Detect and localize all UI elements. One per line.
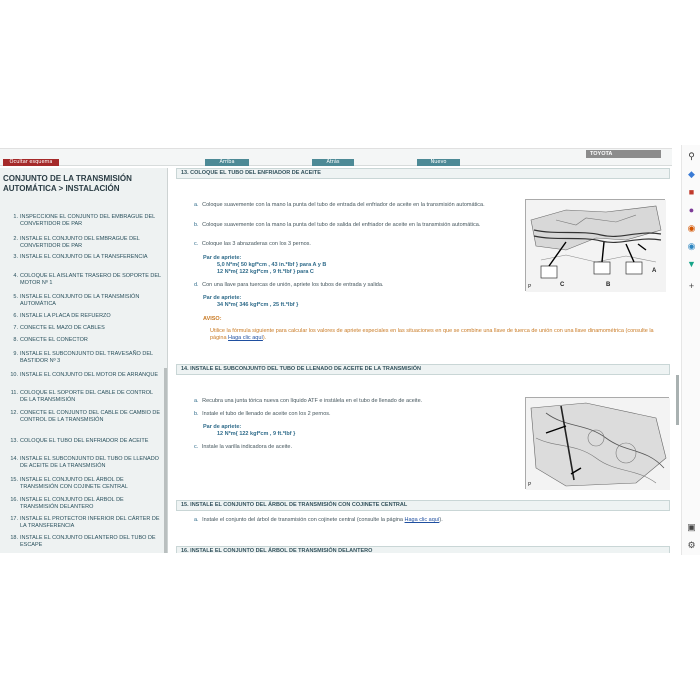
sidebar-item-number: 11. <box>10 390 18 396</box>
outline-sidebar <box>0 168 168 553</box>
sidebar-item[interactable] <box>13 337 162 344</box>
oil-fill-tube-diagram <box>525 397 669 489</box>
step-13a <box>194 202 514 209</box>
torque-heading-2: Par de apriete: <box>203 295 242 301</box>
sidebar-item-label: INSPECCIONE EL CONJUNTO DEL EMBRAGUE DEL CONVERTIDOR DE PAR <box>20 214 155 227</box>
step-text: Instale el tubo de llenado de aceite con los 2 pernos. <box>202 411 331 417</box>
step-13b <box>194 222 514 229</box>
step-14a <box>194 398 514 405</box>
sidebar-item-number: 1. <box>13 214 18 220</box>
torque-heading-14: Par de apriete: <box>203 424 242 430</box>
step-text: Coloque suavemente con la mano la punta del tubo de entrada del enfriador de aceite en la transmisión automática. <box>202 202 485 208</box>
sidebar-item[interactable] <box>10 438 162 445</box>
warning-link[interactable]: Haga clic aquí <box>228 335 263 341</box>
warning-heading: AVISO: <box>203 316 222 322</box>
tag-icon[interactable]: ◆ <box>688 169 695 179</box>
sidebar-item-number: 17. <box>10 516 18 522</box>
sidebar-item[interactable] <box>10 477 162 490</box>
sidebar-item-number: 9. <box>13 351 18 357</box>
torque-value-d: 34 N*m{ 346 kgf*cm , 25 ft.*lbf } <box>217 302 299 308</box>
step-label: b. <box>194 222 199 228</box>
search-icon[interactable]: ⚲ <box>688 151 695 161</box>
section-header-13: 13. COLOQUE EL TUBO DEL ENFRIADOR DE ACEITE <box>176 168 670 179</box>
label-p-14: P <box>528 482 532 488</box>
sidebar-title: CONJUNTO DE LA TRANSMISIÓN AUTOMÁTICA > INSTALACIÓN <box>3 174 132 193</box>
plus-icon[interactable]: + <box>688 281 695 291</box>
sidebar-item-number: 13. <box>10 438 18 444</box>
step-13d <box>194 282 524 289</box>
section-header-15: 15. INSTALE EL CONJUNTO DEL ÁRBOL DE TRANSMISIÓN CON COJINETE CENTRAL <box>176 500 670 511</box>
person-icon[interactable]: ● <box>688 205 695 215</box>
sidebar-item-number: 8. <box>13 337 18 343</box>
sidebar-item-label: INSTALE EL CONJUNTO DEL EMBRAGUE DEL CONVERTIDOR DE PAR <box>20 236 140 249</box>
toolbar <box>0 148 672 166</box>
sidebar-item-number: 2. <box>13 236 18 242</box>
label-a: A <box>652 268 657 274</box>
hide-outline-button[interactable]: Ocultar esquema <box>3 159 59 166</box>
office-icon[interactable]: ◉ <box>687 223 696 233</box>
up-button[interactable]: Arriba <box>205 159 249 166</box>
torque-value-14: 12 N*m{ 122 kgf*cm , 9 ft.*lbf } <box>217 431 296 437</box>
sidebar-item-number: 5. <box>13 294 18 300</box>
settings-icon[interactable]: ⚙ <box>687 540 696 550</box>
step-14c <box>194 444 514 451</box>
back-button[interactable]: Atrás <box>312 159 354 166</box>
torque-heading: Par de apriete: <box>203 255 242 261</box>
warning-end: ). <box>262 335 267 341</box>
torque-value-c: 12 N*m{ 122 kgf*cm , 9 ft.*lbf } para C <box>217 269 314 275</box>
sidebar-item[interactable] <box>13 214 162 227</box>
brand-label: TOYOTA <box>586 150 661 158</box>
sidebar-item[interactable] <box>13 273 162 286</box>
sidebar-item-label: INSTALE EL SUBCONJUNTO DEL TRAVESAÑO DEL BASTIDOR Nº 3 <box>20 351 153 364</box>
sidebar-item-label: COLOQUE EL TUBO DEL ENFRIADOR DE ACEITE <box>20 438 149 444</box>
sidebar-item-label: INSTALE EL CONJUNTO DELANTERO DEL TUBO DE ESCAPE <box>20 535 156 548</box>
warning-text <box>210 328 665 342</box>
label-p: P <box>528 284 532 290</box>
step-text: Recubra una junta tórica nueva con líquido ATF e instálela en el tubo de llenado de aceite. <box>202 398 423 404</box>
step-label: b. <box>194 411 199 417</box>
sidebar-item-number: 16. <box>10 497 18 503</box>
outlook-icon[interactable]: ◉ <box>687 241 696 251</box>
sidebar-item-label: CONECTE EL CONECTOR <box>20 337 88 343</box>
step-label: a. <box>194 517 199 523</box>
sidebar-item-label: INSTALE EL CONJUNTO DEL ÁRBOL DE TRANSMISIÓN CON COJINETE CENTRAL <box>20 477 128 490</box>
sidebar-item-label: INSTALE EL CONJUNTO DE LA TRANSMISIÓN AUTOMÁTICA <box>20 294 140 307</box>
sidebar-item[interactable] <box>10 535 162 548</box>
step-15a-link[interactable]: Haga clic aquí <box>404 517 440 523</box>
sidebar-item-number: 18. <box>10 535 18 541</box>
section-header-14: 14. INSTALE EL SUBCONJUNTO DEL TUBO DE LLENADO DE ACEITE DE LA TRANSMISIÓN <box>176 364 670 375</box>
oil-cooler-tube-diagram <box>525 199 665 291</box>
sidebar-item-label: INSTALE EL CONJUNTO DEL MOTOR DE ARRANQUE <box>20 372 159 378</box>
sidebar-icon[interactable]: ▣ <box>687 522 696 532</box>
step-14b <box>194 411 514 418</box>
sidebar-item-number: 3. <box>13 254 18 260</box>
sidebar-item-label: COLOQUE EL AISLANTE TRASERO DE SOPORTE DEL MOTOR Nº 1 <box>20 273 161 286</box>
label-c: C <box>560 282 565 288</box>
sidebar-item[interactable] <box>13 313 162 320</box>
step-text: Instale el conjunto del árbol de transmisión con cojinete central (consulte la página <box>202 517 405 523</box>
sidebar-scrollbar[interactable] <box>164 368 167 553</box>
torque-value-ab: 5,0 N*m{ 50 kgf*cm , 43 in.*lbf } para A y B <box>217 262 327 268</box>
sidebar-item[interactable] <box>13 351 162 364</box>
step-text: Coloque las 3 abrazaderas con los 3 pernos. <box>201 241 311 247</box>
sidebar-item[interactable] <box>13 294 162 307</box>
sidebar-item[interactable] <box>13 254 162 261</box>
sidebar-item[interactable] <box>10 497 162 510</box>
step-text-end: ). <box>439 517 443 523</box>
sidebar-item[interactable] <box>10 372 162 379</box>
sidebar-item-number: 6. <box>13 313 18 319</box>
sidebar-item[interactable] <box>13 236 162 249</box>
sidebar-item-label: INSTALE EL SUBCONJUNTO DEL TUBO DE LLENADO DE ACEITE DE LA TRANSMISIÓN <box>20 456 159 469</box>
sidebar-item-number: 10. <box>10 372 18 378</box>
sidebar-item-number: 15. <box>10 477 18 483</box>
warning-body: Utilice la fórmula siguiente para calcular los valores de apriete especiales en las situaciones en que se combine una llave de tuerca de unión con una llave dinamométrica (consulte la página <box>210 328 654 341</box>
sidebar-item-label: CONECTE EL MAZO DE CABLES <box>20 325 105 331</box>
sidebar-item-label: COLOQUE EL SOPORTE DEL CABLE DE CONTROL DE LA TRANSMISIÓN <box>20 390 153 403</box>
briefcase-icon[interactable]: ■ <box>688 187 695 197</box>
sidebar-item[interactable] <box>13 325 162 332</box>
step-15a <box>194 517 594 524</box>
step-13c <box>194 241 514 248</box>
step-label: d. <box>194 282 199 288</box>
sidebar-item-label: INSTALE EL CONJUNTO DEL ÁRBOL DE TRANSMISIÓN DELANTERO <box>20 497 124 510</box>
step-label: c. <box>194 241 199 247</box>
new-button[interactable]: Nuevo <box>417 159 460 166</box>
sidebar-item-label: CONECTE EL CONJUNTO DEL CABLE DE CAMBIO DE CONTROL DE LA TRANSMISIÓN <box>20 410 161 423</box>
procedure-content <box>172 168 676 553</box>
sidebar-item[interactable] <box>10 516 162 529</box>
label-b: B <box>606 282 611 288</box>
sidebar-item-number: 12. <box>10 410 18 416</box>
sidebar-item-number: 14. <box>10 456 18 462</box>
browser-side-rail <box>681 145 700 555</box>
sidebar-item[interactable] <box>10 390 162 403</box>
diagram-drawing <box>526 200 666 292</box>
bing-icon[interactable]: ▼ <box>687 259 696 269</box>
content-scrollbar[interactable] <box>676 375 679 425</box>
section-header-16: 16. INSTALE EL CONJUNTO DEL ÁRBOL DE TRANSMISIÓN DELANTERO <box>176 546 670 553</box>
step-text: Con una llave para tuercas de unión, apriete los tubos de entrada y salida. <box>202 282 384 288</box>
sidebar-item-label: INSTALE LA PLACA DE REFUERZO <box>20 313 111 319</box>
sidebar-item-number: 7. <box>13 325 18 331</box>
step-label: c. <box>194 444 199 450</box>
sidebar-item[interactable] <box>10 456 162 469</box>
step-text: Instale la varilla indicadora de aceite. <box>201 444 293 450</box>
sidebar-item-label: INSTALE EL PROTECTOR INFERIOR DEL CÁRTER DE LA TRANSFERENCIA <box>20 516 160 529</box>
sidebar-item[interactable] <box>10 410 162 423</box>
sidebar-item-number: 4. <box>13 273 18 279</box>
diagram-drawing-14 <box>526 398 670 490</box>
step-label: a. <box>194 202 199 208</box>
sidebar-item-label: INSTALE EL CONJUNTO DE LA TRANSFERENCIA <box>20 254 148 260</box>
step-text: Coloque suavemente con la mano la punta del tubo de salida del enfriador de aceite en la transmisión automática. <box>202 222 481 228</box>
step-label: a. <box>194 398 199 404</box>
